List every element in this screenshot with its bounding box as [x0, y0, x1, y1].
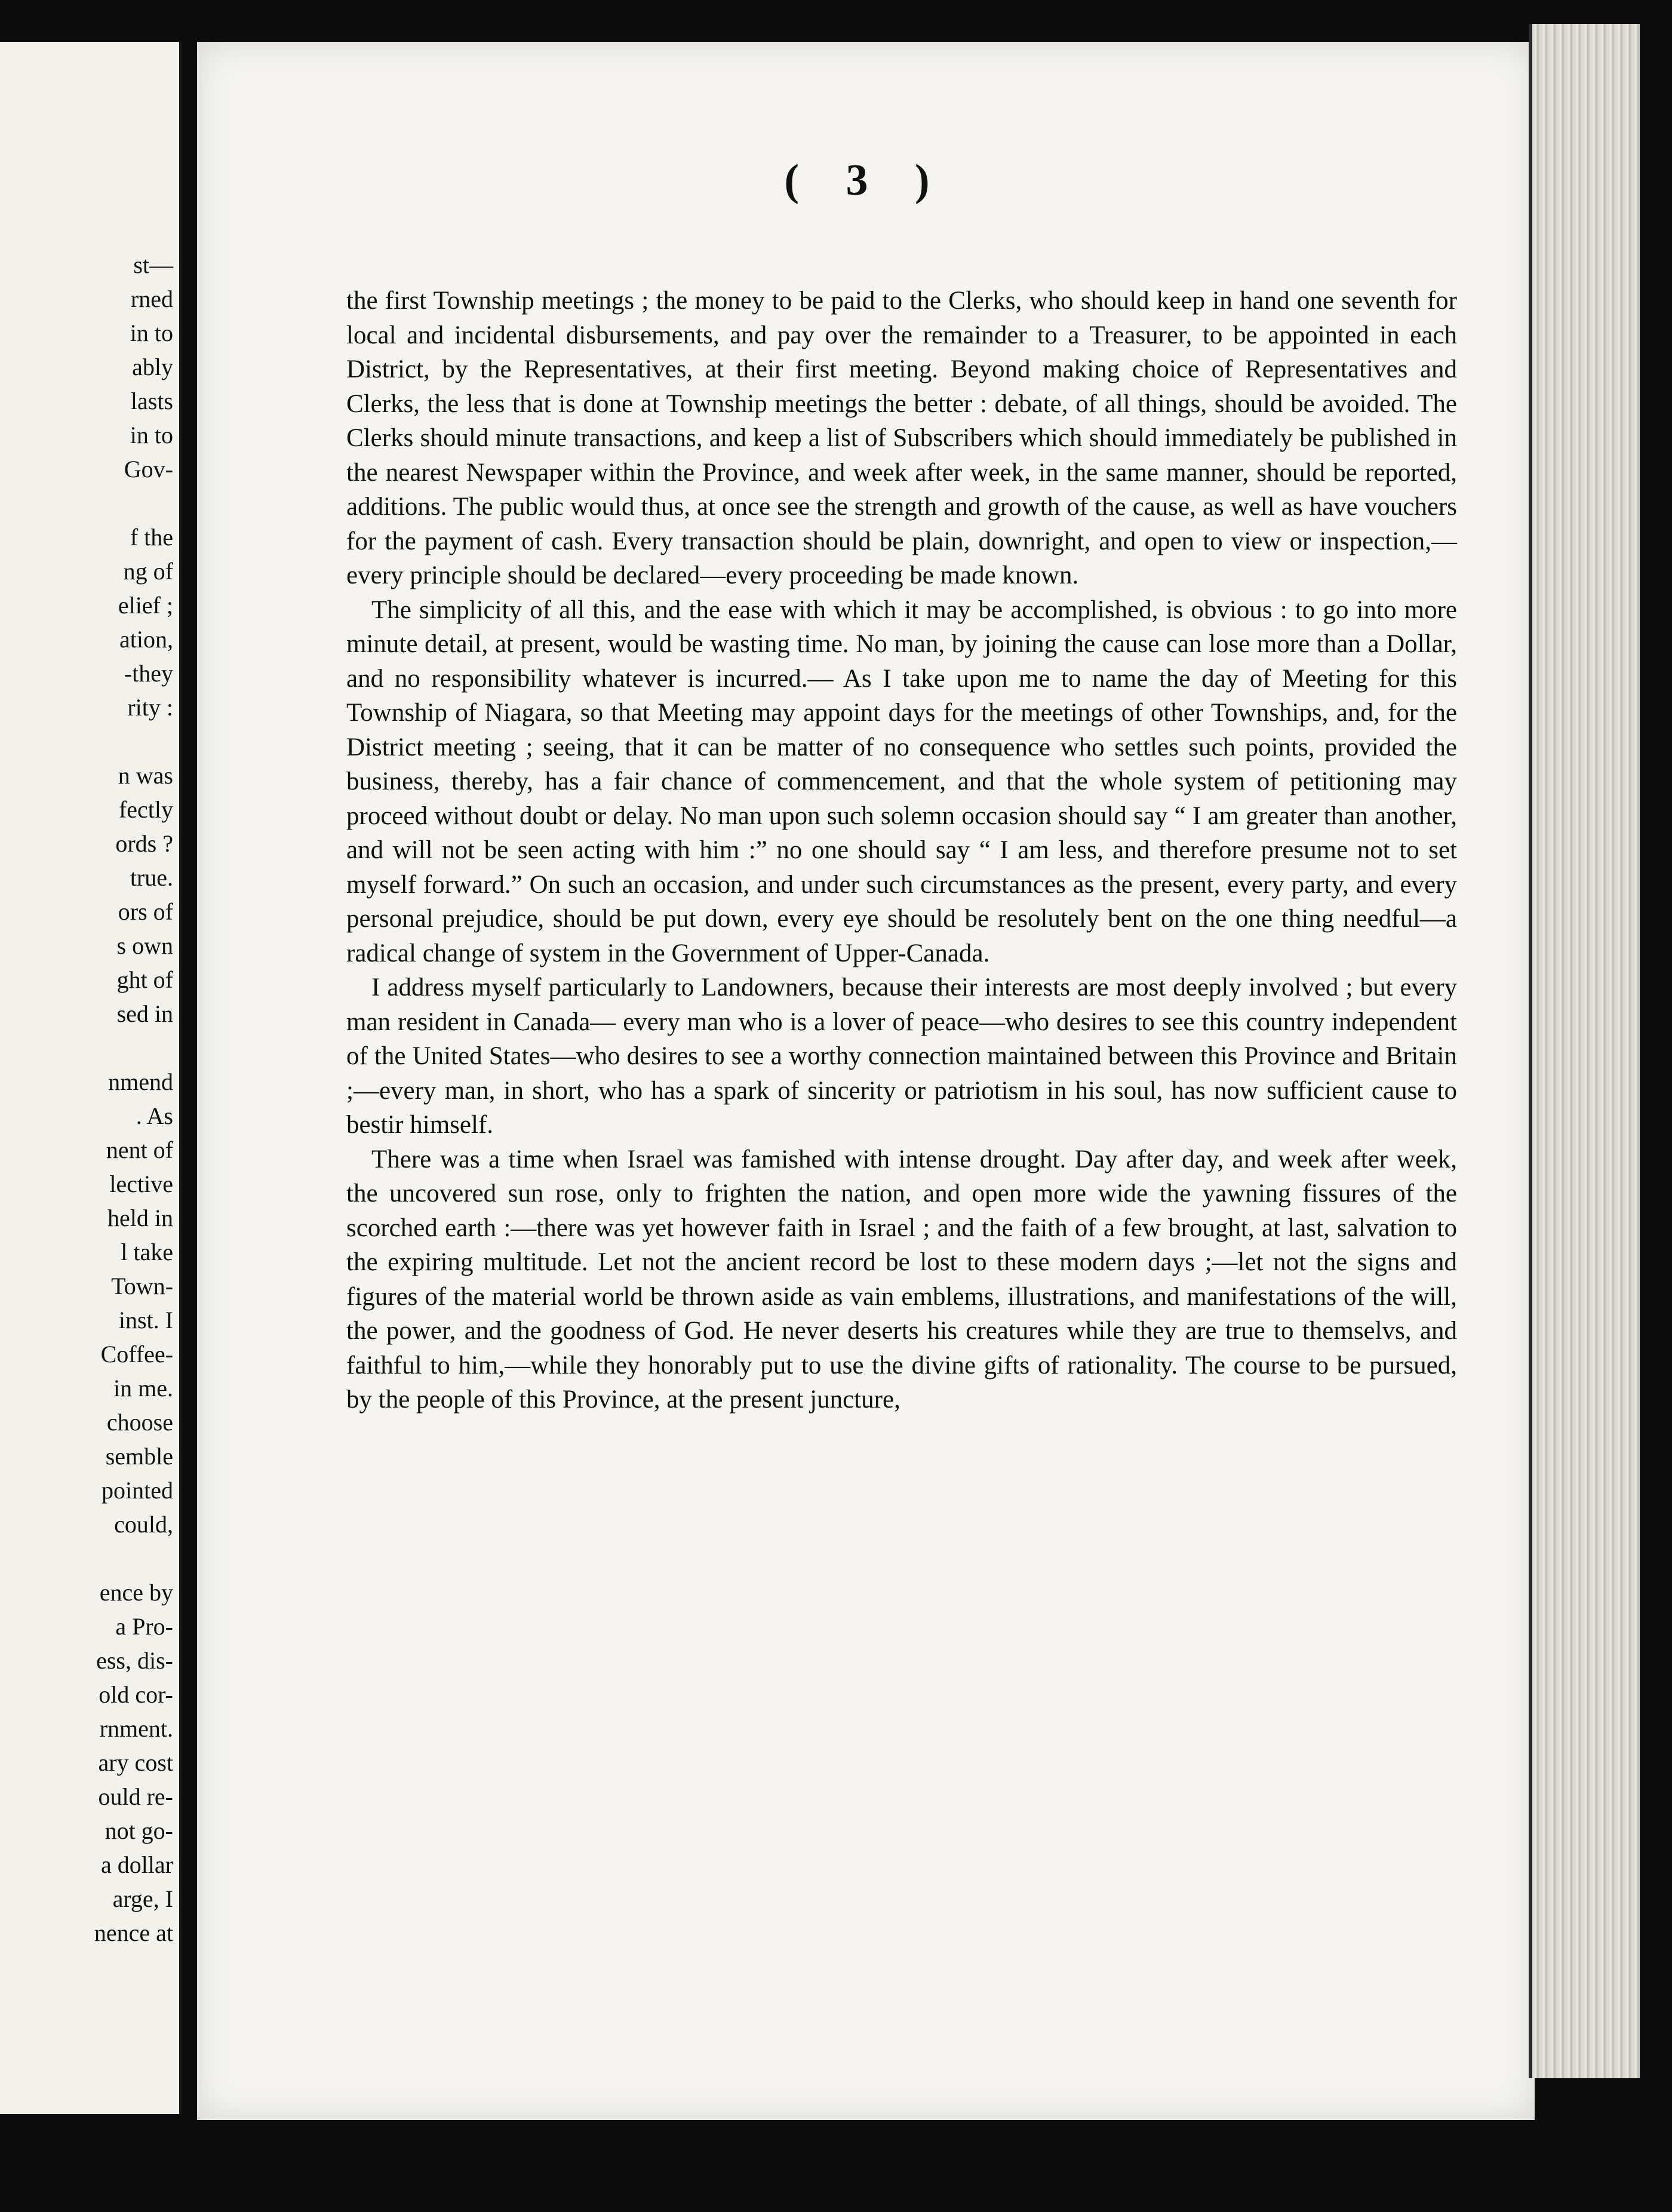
facing-page-line: Town- [111, 1273, 173, 1299]
facing-page-line: a dollar [100, 1851, 173, 1878]
facing-page-line: in me. [113, 1375, 173, 1402]
facing-page-line: held in [107, 1205, 173, 1231]
facing-page-line: Coffee- [100, 1341, 173, 1368]
facing-page-line: lasts [130, 388, 173, 414]
facing-page-line: nence at [94, 1919, 173, 1946]
facing-page-line: ght of [116, 966, 173, 993]
facing-page-line: a Pro- [115, 1613, 173, 1640]
facing-page-line: rity : [127, 694, 173, 721]
facing-page-line: ation, [119, 626, 173, 653]
facing-page-line: true. [130, 864, 173, 891]
facing-page-line: in to [130, 422, 173, 448]
facing-page-line: ords ? [115, 830, 173, 857]
facing-page-line: pointed [102, 1477, 173, 1504]
facing-page-line: n was [118, 762, 173, 789]
facing-page-line: ng of [123, 558, 173, 585]
body-text [346, 284, 1457, 1417]
page-edges [1529, 24, 1640, 2078]
facing-page-line: ors of [118, 898, 173, 925]
facing-page-line: l take [121, 1239, 173, 1265]
facing-page-line: f the [130, 524, 173, 551]
facing-page-line: old cor- [99, 1681, 173, 1708]
facing-page-line: nent of [106, 1136, 173, 1163]
facing-page-line: Gov- [124, 456, 173, 483]
facing-page-line: ess, dis- [96, 1647, 173, 1674]
facing-page-line: -they [124, 660, 173, 687]
facing-page-line: sed in [116, 1000, 173, 1027]
facing-page-line: arge, I [112, 1885, 173, 1912]
facing-page-line: could, [114, 1511, 173, 1538]
facing-page-line: not go- [105, 1817, 173, 1844]
paragraph-2: The simplicity of all this, and the ease with which it may be accomplished, is obvious : to go into more minute detail, at present, would be wasting time. No man, by joining the cause can lose more than a Dollar, and no responsibility whatever is incurred.— As I take upon me to name the day of Meeting for this Township of Niagara, so that Meeting may appoint days for the meetings of other Townships, and, for the District meeting ; seeing, that it can be matter of no consequence who settles such points, provided the business, thereby, has a fair chance of commencement, and that the whole system of petitioning may proceed without doubt or delay. No man upon such solemn occasion should say “ I am greater than another, and will not be seen acting with him :” no one should say “ I am less, and therefore presume not to set myself forward.” On such an occasion, and under such circumstances as the present, every party, and every personal prejudice, should be put down, every eye should be resolutely bent on the one thing needful—a radical change of system in the Government of Upper-Canada. [346, 595, 1457, 967]
facing-page-line: rned [130, 285, 173, 312]
facing-page-line: rnment. [99, 1715, 173, 1742]
facing-page-line: s own [116, 932, 173, 959]
paragraph-4: There was a time when Israel was famished with intense drought. Day after day, and week after week, the uncovered sun rose, only to frighten the nation, and open more wide the yawning fissures of the scorched earth :—there was yet however faith in Israel ; and the faith of a few brought, at last, salvation to the expiring multitude. Let not the ancient record be lost to these modern days ;—let not the signs and figures of the material world be thrown aside as vain emblems, illustrations, and manifestations of the will, the power, and the goodness of God. He never deserts his creatures while they are true to themselvs, and faithful to him,—while they honorably put to use the divine gifts of rationality. The course to be pursued, by the people of this Province, at the present juncture, [346, 1145, 1457, 1414]
facing-page-line: in to [130, 319, 173, 346]
facing-page-fragment [0, 42, 182, 2114]
paragraph-3: I address myself particularly to Landowners, because their interests are most deeply involved ; but every man resident in Canada— every man who is a lover of peace—who desires to see this country independent of the United States—who desires to see a worthy connection maintained between this Province and Britain ;—every man, in short, who has a spark of sincerity or patriotism in his soul, has now sufficient cause to bestir himself. [346, 973, 1457, 1139]
facing-page-line: inst. I [118, 1307, 173, 1334]
facing-page-line: . As [136, 1102, 173, 1129]
facing-page-line: semble [105, 1443, 173, 1470]
facing-page-line: ence by [99, 1579, 173, 1606]
facing-page-line: fectly [118, 796, 173, 823]
facing-page-line: st— [133, 251, 173, 278]
facing-page-line: lective [109, 1170, 173, 1197]
facing-page-line: elief ; [118, 592, 173, 619]
facing-page-line: ably [132, 354, 173, 380]
paragraph-1: the first Township meetings ; the money to be paid to the Clerks, who should keep in hand one seventh for local and incidental disbursements, and pay over the remainder to a Treasurer, to be appointed in each District, by the Representatives, at their first meeting. Beyond making choice of Representatives and Clerks, the less that is done at Township meetings the better : debate, of all things, should be avoided. The Clerks should minute transactions, and keep a list of Subscribers which should immediately be published in the nearest Newspaper within the Province, and week after week, in the same manner, should be reported, additions. The public would thus, at once see the strength and growth of the cause, as well as have vouchers for the payment of cash. Every transaction should be plain, downright, and open to view or inspection,—every principle should be declared—every proceeding be made known. [346, 287, 1457, 589]
facing-page-line: ary cost [98, 1749, 173, 1776]
document-page [197, 42, 1535, 2120]
facing-page-line: choose [106, 1409, 173, 1436]
facing-page-line: nmend [108, 1068, 173, 1095]
page-number: ( 3 ) [784, 156, 948, 205]
facing-page-line: ould re- [98, 1783, 173, 1810]
